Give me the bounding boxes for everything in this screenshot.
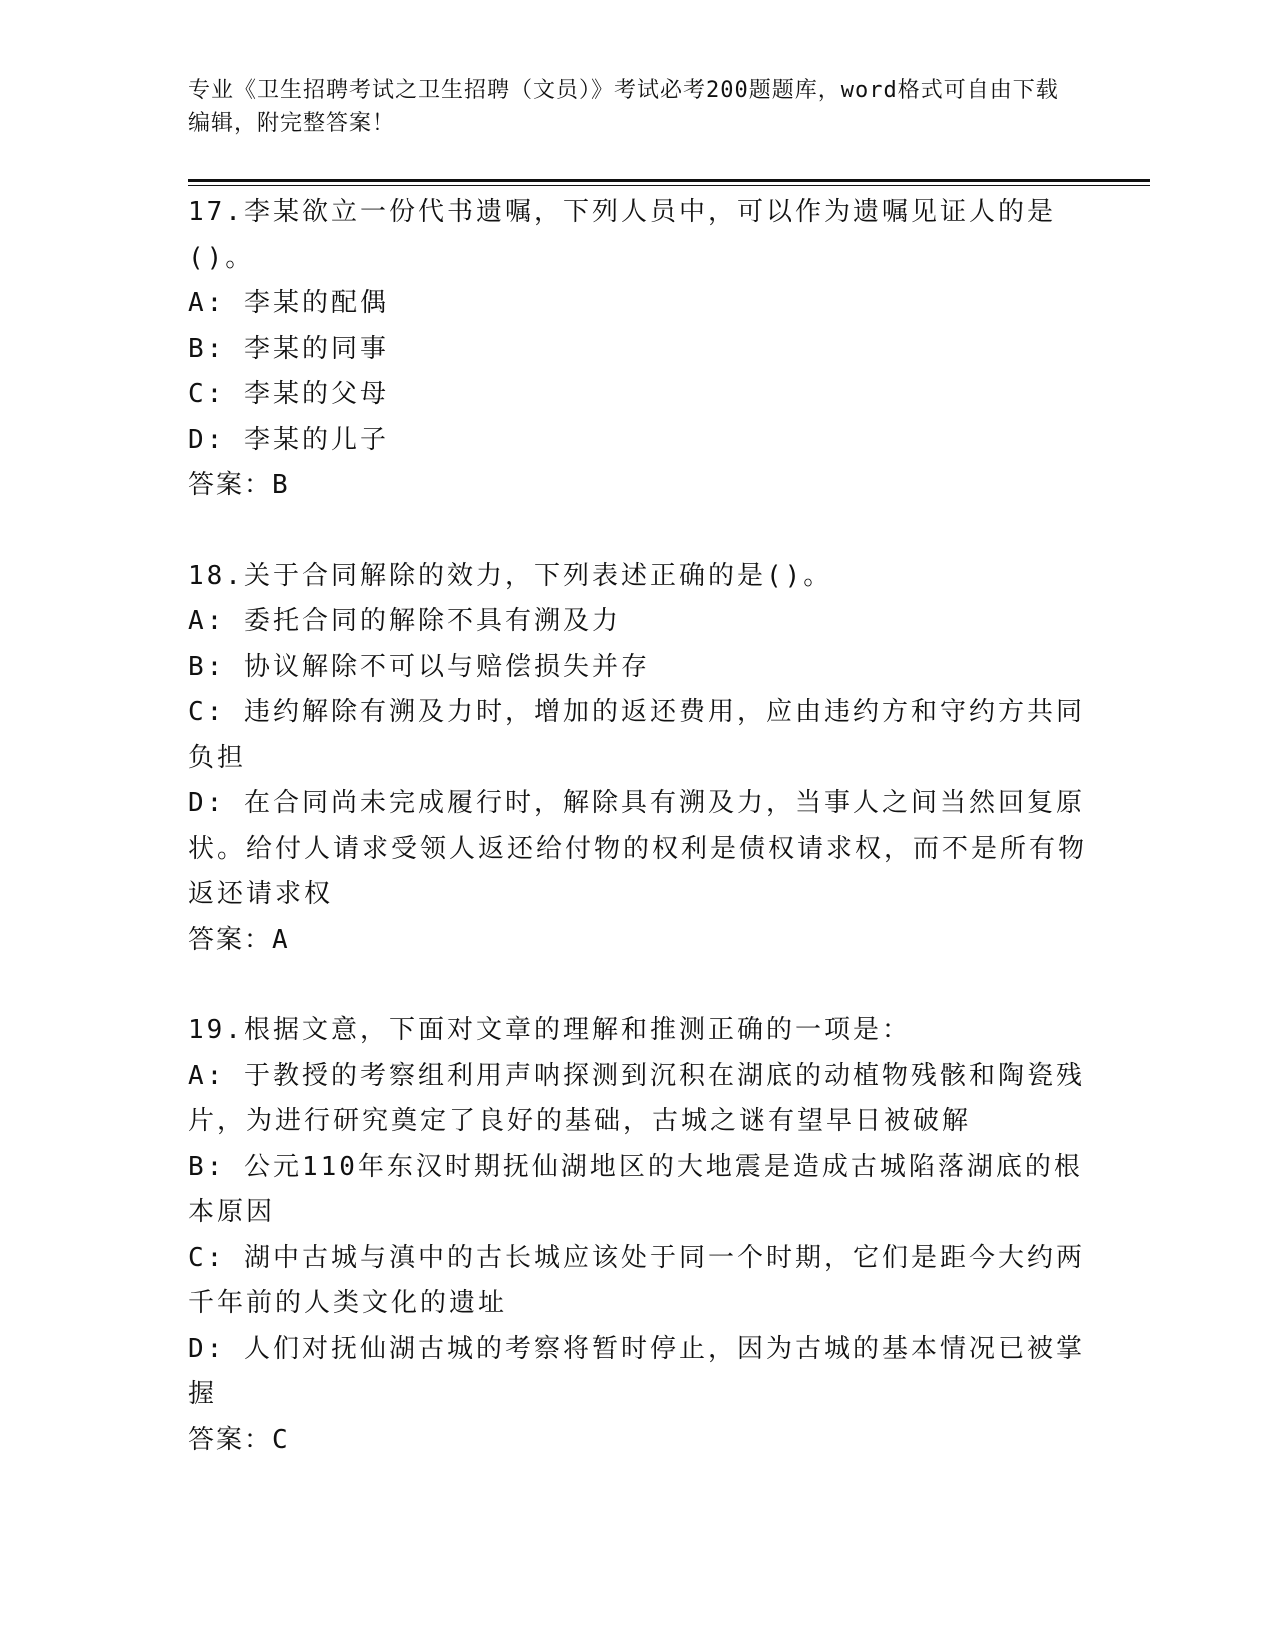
document-page [188, 0, 1150, 1650]
header-rule-thick [188, 179, 1150, 182]
option-a: A: 于教授的考察组利用声呐探测到沉积在湖底的动植物残骸和陶瓷残片，为进行研究奠定了良好的基础，古城之谜有望早日被破解 [188, 1060, 1085, 1136]
question-stem: 17.李某欲立一份代书遗嘱，下列人员中，可以作为遗嘱见证人的是()。 [188, 197, 1056, 273]
option-d: D: 在合同尚未完成履行时，解除具有溯及力，当事人之间当然回复原状。给付人请求受领人返还给付物的权利是债权请求权，而不是所有物返还请求权 [188, 788, 1088, 909]
question-stem: 19.根据文意，下面对文章的理解和推测正确的一项是： [188, 1015, 911, 1045]
answer-line: 答案：A [188, 924, 290, 955]
option-b: B: 协议解除不可以与赔偿损失并存 [188, 651, 650, 682]
question-17 [188, 190, 1108, 509]
option-a: A: 李某的配偶 [188, 288, 389, 318]
option-b: B: 李某的同事 [188, 333, 389, 364]
option-c: C: 违约解除有溯及力时，增加的返还费用，应由违约方和守约方共同负担 [188, 697, 1085, 773]
document-header: 专业《卫生招聘考试之卫生招聘（文员）》考试必考200题题库，word格式可自由下载编辑，附完整答案！ [188, 78, 1059, 136]
option-b: B: 公元110年东汉时期抚仙湖地区的大地震是造成古城陷落湖底的根本原因 [188, 1151, 1083, 1227]
option-d: D: 人们对抚仙湖古城的考察将暂时停止，因为古城的基本情况已被掌握 [188, 1333, 1085, 1409]
question-stem: 18.关于合同解除的效力，下列表述正确的是()。 [188, 560, 833, 591]
option-d: D: 李某的儿子 [188, 424, 389, 455]
answer-line: 答案：B [188, 470, 290, 500]
option-c: C: 李某的父母 [188, 379, 389, 409]
question-18 [188, 554, 1108, 964]
option-c: C: 湖中古城与滇中的古长城应该处于同一个时期，它们是距今大约两千年前的人类文化的遗址 [188, 1242, 1085, 1318]
question-19 [188, 1008, 1108, 1463]
answer-line: 答案：C [188, 1424, 290, 1455]
header-rule-thin [188, 185, 1150, 186]
question-list [188, 190, 1108, 1508]
option-a: A: 委托合同的解除不具有溯及力 [188, 606, 621, 636]
